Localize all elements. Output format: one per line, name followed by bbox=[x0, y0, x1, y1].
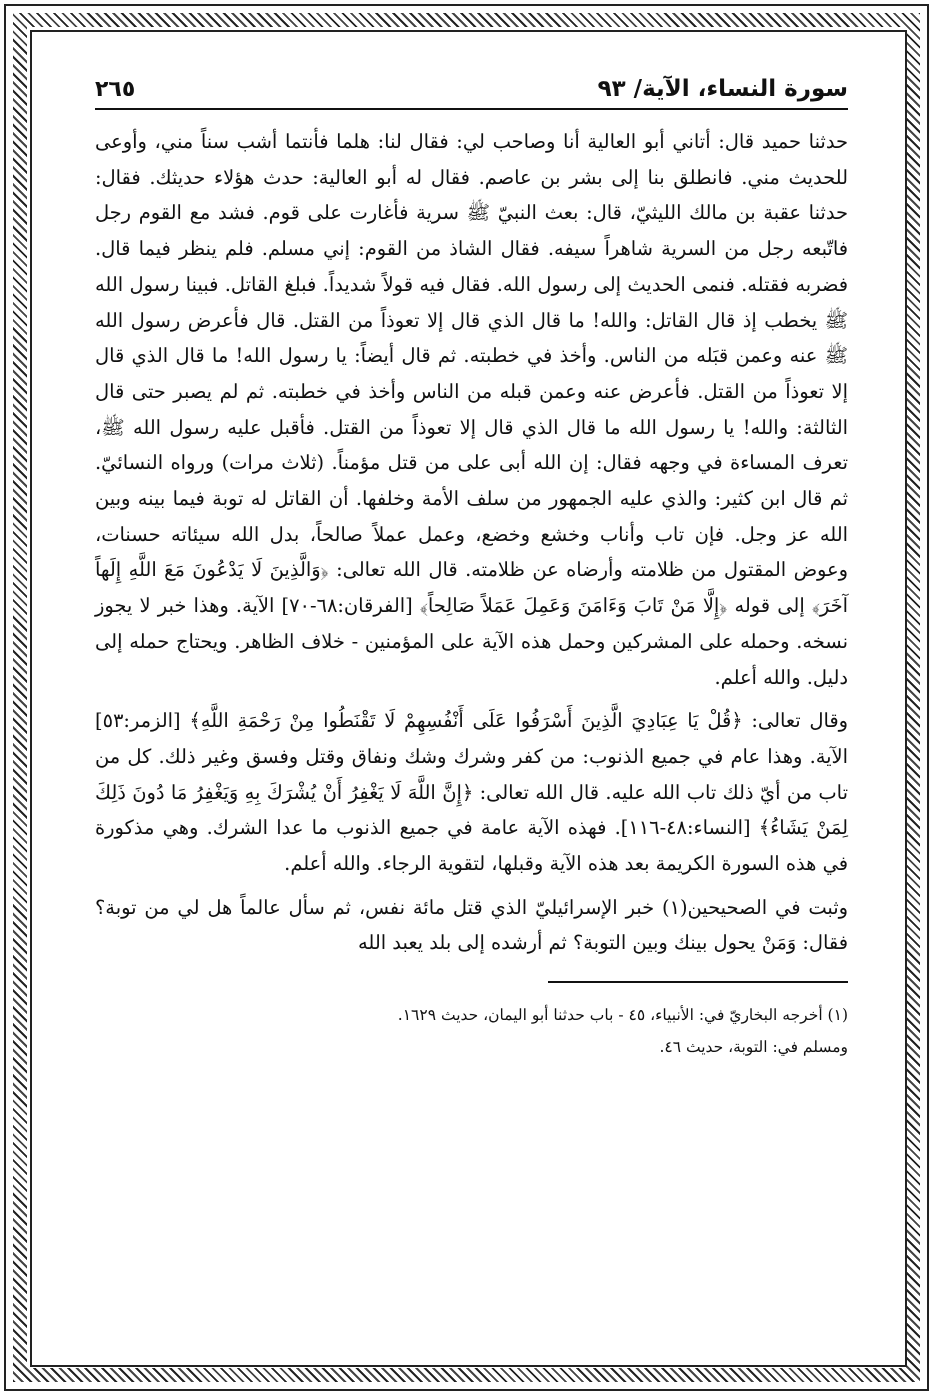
running-header-title: سورة النساء، الآية/ ٩٣ bbox=[597, 76, 848, 102]
footnote-separator bbox=[548, 981, 848, 983]
paragraph: وثبت في الصحيحين(١) خبر الإسرائيليّ الذي قتل مائة نفس، ثم سأل عالماً هل لي من توبة؟ فقال: وَمَنْ يحول بينك وبين التوبة؟ ثم أرشده إلى بلد يعبد الله bbox=[95, 895, 848, 955]
footnote: (١) أخرجه البخاريّ في: الأنبياء، ٤٥ - باب حدثنا أبو اليمان، حديث ١٦٢٩. bbox=[397, 1006, 848, 1025]
book-page bbox=[95, 62, 848, 1352]
paragraph: حدثنا حميد قال: أتاني أبو العالية أنا وصاحب لي: فقال لنا: هلما فأنتما أشب سناً مني، وأوعى للحديث مني. فانطلق بنا إلى بشر بن عاصم. فقال له أبو العالية: حدث هؤلاء حديثك. فقال: حدثنا عقبة بن مالك الليثيّ، قال: بعث النبيّ ﷺ سرية فأغارت على قوم. فشد مع القوم رجل فاتّبعه رجل من السرية شاهراً سيفه. فقال الشاذ من القوم: إني مسلم. فلم ينظر فيما قال. فضربه فقتله. فنمى الحديث إلى رسول الله. فقال فيه قولاً شديداً. فبلغ القاتل. فبينا رسول الله ﷺ يخطب إذ قال القاتل: والله! ما قال الذي قال إلا تعوذاً من القتل. قال فأعرض رسول الله ﷺ عنه وعمن قبَله من الناس. وأخذ في خطبته. ثم قال أيضاً: يا رسول الله! ما قال الذي قال إلا تعوذاً من القتل. فأعرض عنه وعمن قبله من الناس وأخذ في خطبته. ثم لم يصبر حتى قال الثالثة: والله! يا رسول الله ما قال الذي قال إلا تعوذاً من القتل. فأقبل عليه رسول الله ﷺ، تعرف المساءة في وجهه فقال: إن الله أبى على من قتل مؤمناً. (ثلاث مرات) ورواه النسائيّ. ثم قال ابن كثير: والذي عليه الجمهور من سلف الأمة وخلفها. أن القاتل له توبة فيما بينه وبين الله عز وجل. فإن تاب وأناب وخشع وخضع، وعمل عملاً صالحاً، بدل الله سيئاته حسنات، وعوض المقتول من ظلامته وأرضاه عن ظلامته. قال الله تعالى: ﴿وَالَّذِينَ لَا يَدْعُونَ مَعَ اللَّهِ إِلَهاً آخَرَ﴾ إلى قوله ﴿إِلَّا مَنْ تَابَ وَءَامَنَ وَعَمِلَ عَمَلاً صَالِحاً﴾ [الفرقان:٦٨-٧٠] الآية. وهذا خبر لا يجوز نسخه. وحمله على المشركين وحمل هذه الآية على المؤمنين - خلاف الظاهر. ويحتاج حمله إلى دليل. والله أعلم. bbox=[95, 130, 848, 689]
running-header bbox=[95, 62, 848, 110]
page-number: ٢٦٥ bbox=[95, 77, 136, 102]
paragraph: وقال تعالى: ﴿قُلْ يَا عِبَادِيَ الَّذِينَ أَسْرَفُوا عَلَى أَنْفُسِهِمْ لَا تَقْنَطُوا مِنْ رَحْمَةِ اللَّهِ﴾ [الزمر:٥٣] الآية. وهذا عام في جميع الذنوب: من كفر وشرك وشك ونفاق وقتل وفسق وغير ذلك. كل من تاب من أيّ ذلك تاب الله عليه. قال الله تعالى: ﴿إِنَّ اللَّهَ لَا يَغْفِرُ أَنْ يُشْرَكَ بِهِ وَيَغْفِرُ مَا دُونَ ذَلِكَ لِمَنْ يَشَاءُ﴾ [النساء:٤٨-١١٦]. فهذه الآية عامة في جميع الذنوب ما عدا الشرك. وهي مذكورة في هذه السورة الكريمة بعد هذه الآية وقبلها، لتقوية الرجاء. والله أعلم. bbox=[95, 709, 848, 876]
main-text bbox=[95, 124, 848, 961]
footnote: ومسلم في: التوبة، حديث ٤٦. bbox=[659, 1038, 848, 1057]
footnotes bbox=[95, 999, 848, 1063]
